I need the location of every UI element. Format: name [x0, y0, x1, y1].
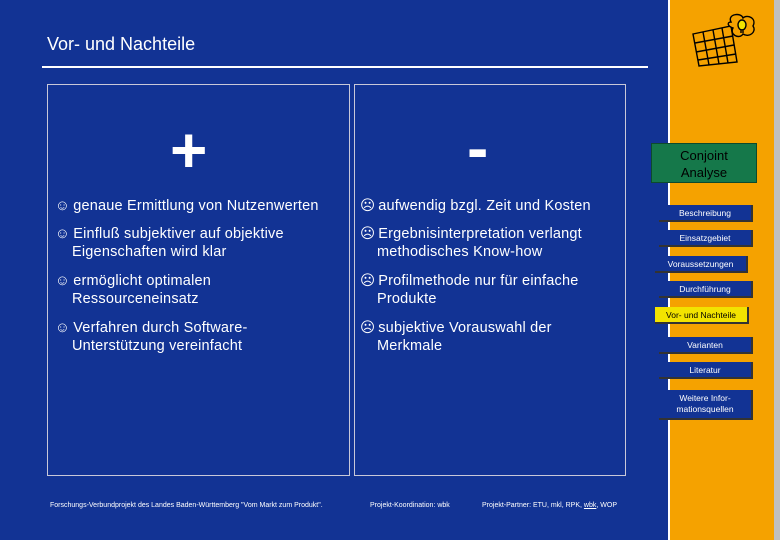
smiley-happy-icon: ☺: [55, 273, 71, 289]
smiley-happy-icon: ☺: [55, 320, 71, 336]
footer-partners: Projekt-Partner: ETU, mkl, RPK, wbk, WOP: [482, 502, 617, 509]
con-item: ☹ Ergebnisinterpretation verlangt methodisches Know-how: [360, 226, 582, 260]
page-title: Vor- und Nachteile: [47, 34, 196, 54]
smiley-happy-icon: ☺: [55, 226, 71, 242]
footer-coordination: Projekt-Koordination: wbk: [370, 502, 450, 509]
conjoint-logo-icon: [687, 12, 761, 68]
nav-weitere-informationsquellen[interactable]: Weitere Infor- mationsquellen: [659, 390, 753, 420]
con-item: ☹ aufwendig bzgl. Zeit und Kosten: [360, 198, 591, 214]
smiley-sad-icon: ☹: [360, 226, 376, 242]
title-divider: [42, 66, 648, 68]
nav-voraussetzungen[interactable]: Voraussetzungen: [655, 256, 748, 273]
con-item: ☹ Profilmethode nur für einfache Produkte: [360, 273, 579, 307]
nav-varianten[interactable]: Varianten: [659, 337, 753, 354]
minus-icon: -: [467, 112, 489, 184]
nav-beschreibung[interactable]: Beschreibung: [659, 205, 753, 222]
sidebar-right-strip: [774, 0, 780, 540]
pro-item: ☺ Verfahren durch Software- Unterstützung vereinfacht: [55, 320, 248, 354]
plus-icon: +: [170, 114, 208, 186]
smiley-sad-icon: ☹: [360, 273, 376, 289]
nav-durchfuehrung[interactable]: Durchführung: [659, 281, 753, 298]
pro-item: ☺ Einfluß subjektiver auf objektive Eigenschaften wird klar: [55, 226, 284, 260]
sidebar-header: Conjoint Analyse: [651, 143, 757, 183]
footer-project: Forschungs-Verbundprojekt des Landes Baden-Württemberg "Vom Markt zum Produkt".: [50, 502, 323, 509]
pro-item: ☺ ermöglicht optimalen Ressourceneinsatz: [55, 273, 212, 307]
con-item: ☹ subjektive Vorauswahl der Merkmale: [360, 320, 552, 354]
smiley-happy-icon: ☺: [55, 198, 71, 214]
smiley-sad-icon: ☹: [360, 198, 376, 214]
nav-vor-und-nachteile[interactable]: Vor- und Nachteile: [655, 307, 749, 324]
partner-link-wbk[interactable]: wbk: [583, 502, 597, 509]
nav-literatur[interactable]: Literatur: [659, 362, 753, 379]
nav-einsatzgebiet[interactable]: Einsatzgebiet: [659, 230, 753, 247]
smiley-sad-icon: ☹: [360, 320, 376, 336]
pro-item: ☺ genaue Ermittlung von Nutzenwerten: [55, 198, 319, 214]
